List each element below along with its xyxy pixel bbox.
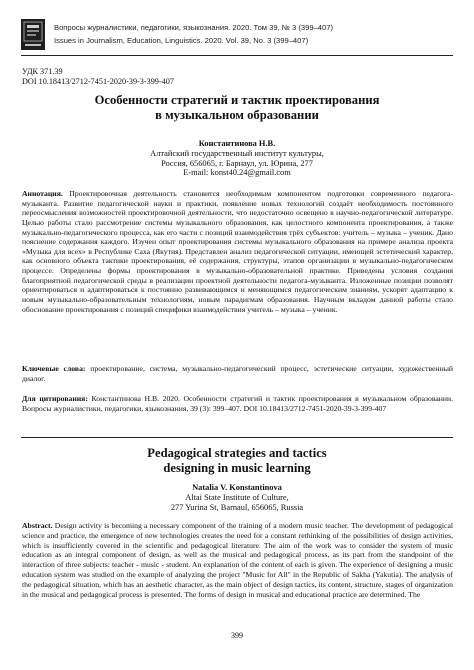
doi-ru: DOI 10.18413/2712-7451-2020-39-3-399-407 — [22, 77, 174, 86]
title-en-line2: designing in music learning — [163, 461, 311, 475]
author-block-ru — [22, 139, 452, 178]
affiliation-en: Altai State Institute of Culture, — [185, 493, 289, 503]
abstract-label-ru: Аннотация. — [22, 189, 63, 198]
article-meta — [22, 67, 174, 87]
journal-title-ru: Вопросы журналистики, педагогики, языкознания. 2020. Том 39, № 3 (399–407) — [54, 23, 333, 32]
address-en: 277 Yurina St, Barnaul, 656065, Russia — [170, 503, 304, 513]
title-ru-line2: в музыкальном образовании — [155, 108, 319, 122]
journal-logo-icon — [21, 19, 45, 50]
header-divider — [21, 55, 453, 56]
article-title-ru — [22, 93, 452, 123]
abstract-ru — [22, 189, 453, 314]
article-title-en — [22, 446, 452, 476]
abstract-text-en: Design activity is becoming a necessary component of the training of a modern music teacher. The development of pedagogical science and practice, the emergence of new technologies creates the need for a constant rethinking of the possibilities of design activities, which is insufficiently covered in the scientific and pedagogical literature. The aim of the work was to consider the system of music education as an integral component of design, as well as the musical and pedagogical process, as its part from the standpoint of the interaction of three subjects: teacher - music - student. An explanation of the content of each is given. The experience of designing a music education system was studied on the example of analyzing the project "Music for All" in the Republic of Sakha (Yakutia). The analysis of the pedagogical situation, which has an aesthetic character, as the main object of design tactics, its content, structure, stages of organization in the musical and pedagogical process is presented. The forms of design in musical and educational practice are determined. The — [22, 521, 454, 599]
title-ru-line1: Особенности стратегий и тактик проектирования — [94, 93, 380, 107]
journal-header — [21, 19, 453, 51]
section-divider — [21, 437, 453, 438]
affiliation-ru: Алтайский государственный институт культуры, — [150, 148, 324, 158]
abstract-label-en: Abstract. — [22, 521, 53, 530]
keywords-label-ru: Ключевые слова: — [22, 364, 86, 373]
author-name-en: Natalia V. Konstantinova — [192, 483, 282, 492]
abstract-en — [22, 521, 453, 599]
journal-title-en: Issues in Journalism, Education, Linguistics. 2020. Vol. 39, No. 3 (399–407) — [54, 35, 309, 45]
abstract-text-ru: Проектировочная деятельность становится необходимым компонентом подготовки современного педагога-музыканта. Развитие педагогической науки и практики, появление новых технологий создаёт необходимость постоянного переосмысления возможностей проектировочной деятельности, что недостаточно освещено в научно-педагогической литературе. Целью работы стало рассмотрение системы музыкального образования, как целостного компонента проектирования, а также музыкально-педагогического процесса, как его части с позиций взаимодействия трёх субъектов: учитель – музыка – ученик. Дано пояснение содержания каждого. Изучен опыт проектирования системы музыкального образования на примере анализа проекта «Музыка для всех» в Республике Саха (Якутия). Представлен анализ педагогической ситуации, имеющей эстетический характер, как основного объекта тактики проектирования, её содержания, структуры, этапов организации в музыкально-педагогическом процессе. Определены формы проектирования в музыкально-образовательной практике. Приведены условия создания благоприятной педагогической среды в реализации проектной деятельности педагога-музыканта. Изложенные позиции позволят ориентироваться и адаптироваться к постоянно развивающимся и меняющимся педагогическим знаниям, ускорят адаптацию к новым музыкально-образовательным технологиям, новым парадигмам образования. Научным вкладом данной работы стало обоснование проектирования с позиций специфики взаимодействия учитель – музыка – ученик. — [22, 189, 454, 314]
citation-text-ru[interactable]: Константинова Н.В. 2020. Особенности стратегий и тактик проектирования в музыкальном образовании. Вопросы журналистики, педагогики, языкознания, 39 (3): 399–407. DOI 10.18413/2712-7451-2020-39-3-399-407 — [22, 394, 454, 413]
author-email[interactable]: E-mail: konst40.24@gmail.com — [183, 168, 291, 178]
citation-ru — [22, 394, 453, 413]
keywords-text-ru: проектирование, система, музыкально-педагогический процесс, эстетические ситуации, художественный диалог. — [22, 364, 454, 383]
author-block-en — [22, 483, 452, 514]
journal-title-lines — [54, 22, 333, 47]
keywords-ru — [22, 364, 453, 383]
udc-code: УДК 371.39 — [22, 67, 63, 76]
author-name-ru: Константинова Н.В. — [198, 139, 276, 148]
page-number: 399 — [231, 631, 243, 640]
address-ru: Россия, 656065, г. Барнаул, ул. Юрина, 277 — [161, 158, 313, 168]
title-en-line1: Pedagogical strategies and tactics — [147, 446, 327, 460]
citation-label-ru: Для цитирования: — [22, 394, 88, 403]
